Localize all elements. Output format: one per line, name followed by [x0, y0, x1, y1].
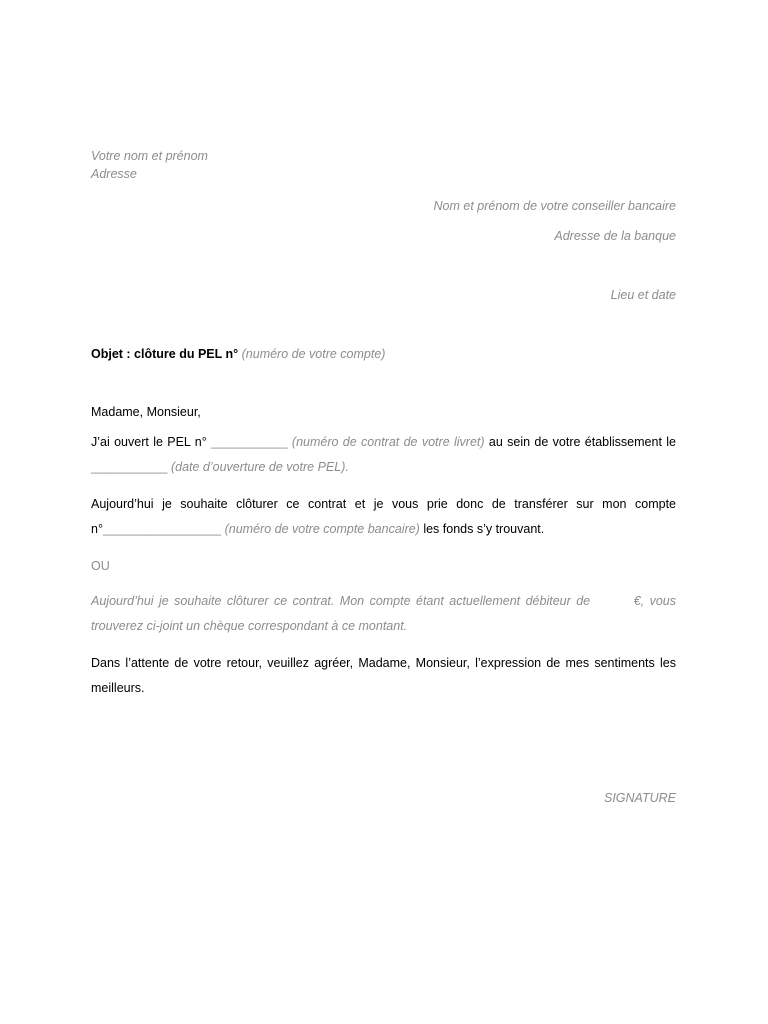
pel-number-hint: (numéro de contrat de votre livret)	[287, 435, 485, 449]
opening-date-hint: (date d’ouverture de votre PEL).	[167, 460, 349, 474]
signature: SIGNATURE	[604, 791, 676, 805]
account-number-hint: (numéro de votre compte bancaire)	[221, 522, 420, 536]
subject-line	[91, 345, 385, 363]
subject-placeholder: (numéro de votre compte)	[241, 347, 386, 361]
place-and-date: Lieu et date	[610, 288, 676, 302]
para2-text1: Aujourd’hui je souhaite clôturer ce contrat et je vous prie donc de transférer sur mon compte n°	[91, 497, 676, 536]
or-label: OU	[91, 559, 110, 573]
paragraph-debit-alternative: Aujourd’hui je souhaite clôturer ce contrat. Mon compte étant actuellement débiteur de €, vous trouverez ci-joint un chèque correspondant à ce montant.	[91, 594, 680, 633]
paragraph-pel-opening	[91, 430, 676, 480]
paragraph-transfer	[91, 492, 676, 542]
para1-text1: J’ai ouvert le PEL n°	[91, 435, 212, 449]
recipient-advisor: Nom et prénom de votre conseiller bancaire	[433, 199, 676, 213]
paragraph-closing: Dans l’attente de votre retour, veuillez agréer, Madame, Monsieur, l’expression de mes sentiments les meilleurs.	[91, 656, 676, 695]
subject-label: Objet : clôture du PEL n°	[91, 347, 239, 361]
salutation: Madame, Monsieur,	[91, 405, 201, 419]
para1-text2: au sein de votre établissement le	[484, 435, 676, 449]
account-number-blank: _________________	[102, 522, 222, 536]
recipient-bank-address: Adresse de la banque	[554, 229, 676, 243]
sender-name: Votre nom et prénom	[91, 149, 208, 163]
pel-number-blank: ___________	[211, 435, 288, 449]
para2-text2: les fonds s’y trouvant.	[419, 522, 545, 536]
sender-address: Adresse	[91, 167, 137, 181]
opening-date-blank: ___________	[91, 460, 168, 474]
